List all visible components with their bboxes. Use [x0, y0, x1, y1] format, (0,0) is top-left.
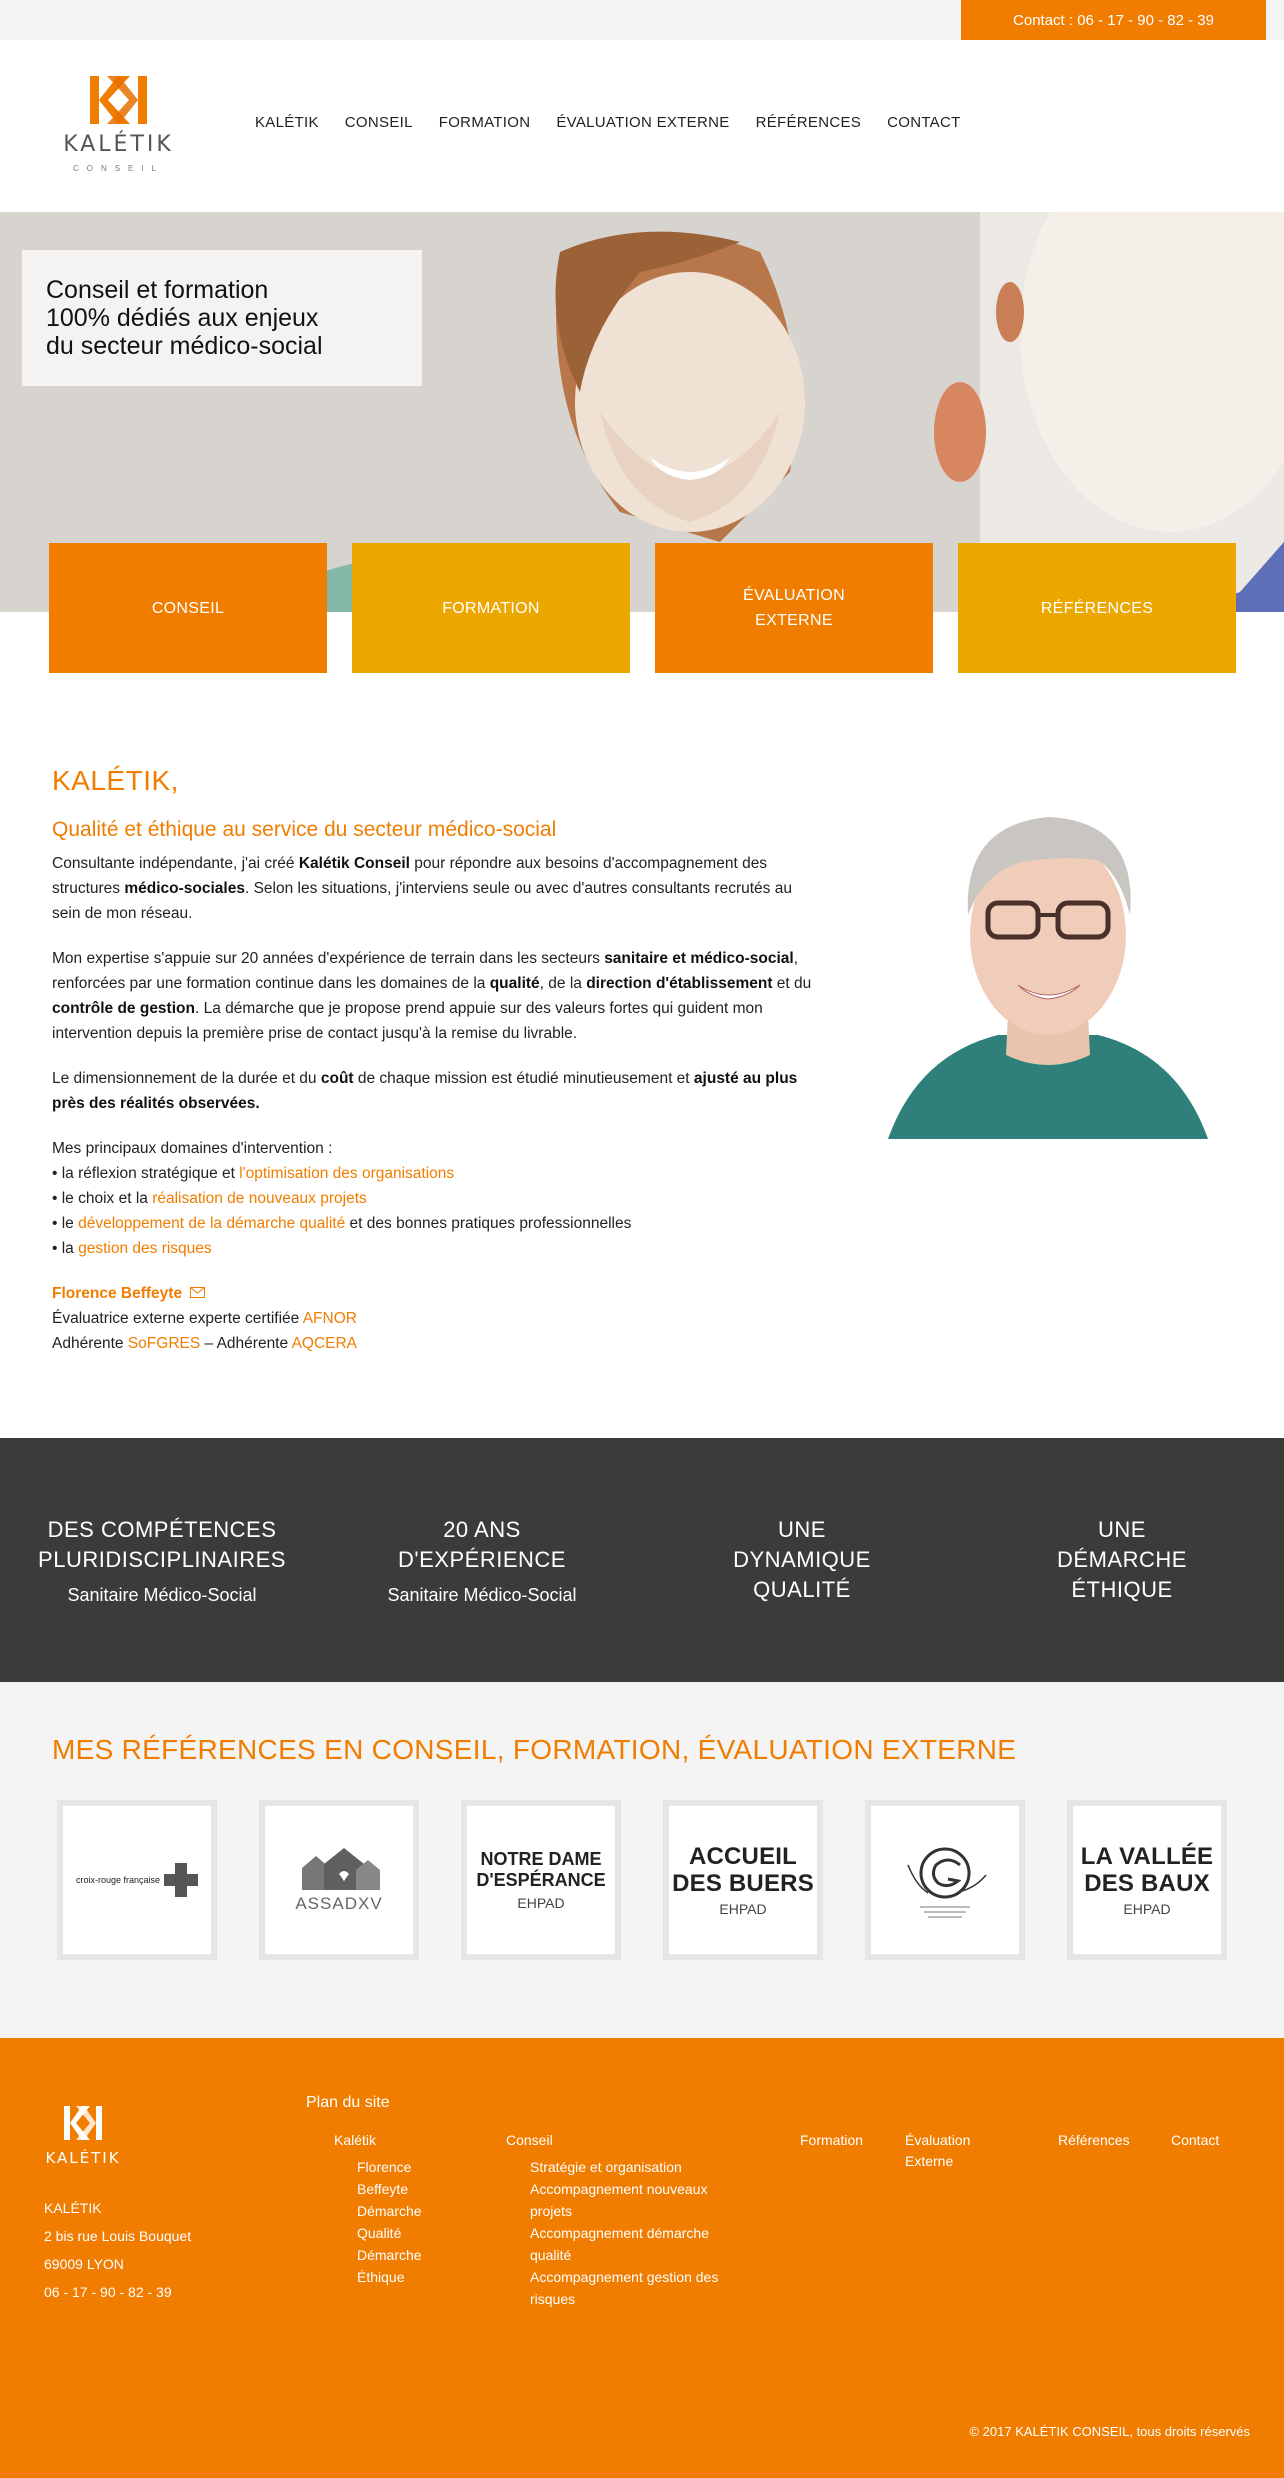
site-header — [0, 40, 1284, 212]
tile-formation[interactable] — [352, 543, 630, 673]
tile-formation-label: FORMATION — [442, 599, 540, 617]
buers-line-2: DES BUERS — [672, 1870, 814, 1897]
footer-logo[interactable] — [44, 2104, 122, 2174]
sitemap-contact[interactable]: Contact — [1171, 2132, 1220, 2148]
link-aqcera[interactable]: AQCERA — [291, 1335, 358, 1353]
nav-evaluation-externe[interactable]: ÉVALUATION EXTERNE — [556, 114, 730, 131]
footer-address — [44, 2194, 191, 2306]
intro-paragraph-2: Mon expertise s'appuie sur 20 années d'expérience de terrain dans les secteurs sanitaire et médico-social, renforcées par une formation continue dans les domaines de la qualité, de la direction d'établissement et du contrôle de gestion. La démarche que je propose prend appuie sur des valeurs fortes qui guident mon intervention depuis la première prise de contact jusqu'à la remise du livrable. — [52, 950, 812, 1042]
hero-line-2: 100% dédiés aux enjeux — [46, 304, 319, 332]
tile-conseil-label: CONSEIL — [151, 599, 225, 617]
tile-conseil[interactable] — [49, 543, 327, 673]
value-3-line-2: DYNAMIQUE — [733, 1547, 871, 1572]
nav-contact[interactable]: CONTACT — [887, 114, 961, 131]
footer-city: 69009 LYON — [44, 2256, 124, 2272]
value-demarche-ethique — [962, 1515, 1282, 1605]
author-block: Florence Beffeyte Évaluatrice externe experte certifiée AFNOR Adhérente SoFGRES – Adhérente AQCERA — [52, 1281, 822, 1356]
intro-subtitle: Qualité et éthique au service du secteur médico-social — [52, 818, 557, 841]
hero-line-1: Conseil et formation — [46, 276, 269, 304]
logo-wordmark: KALÉTIK — [63, 132, 174, 157]
sitemap-strategie[interactable]: Stratégie et organisation — [530, 2159, 682, 2175]
site-logo[interactable] — [56, 70, 181, 180]
author-name-link[interactable]: Florence Beffeyte — [52, 1285, 183, 1302]
value-1-line-1: DES COMPÉTENCES — [47, 1517, 277, 1542]
mail-icon[interactable] — [190, 1281, 205, 1306]
tile-evaluation-line-2: EXTERNE — [755, 612, 833, 629]
tile-references-label: RÉFÉRENCES — [1040, 599, 1154, 617]
footer-phone[interactable]: 06 - 17 - 90 - 82 - 39 — [44, 2284, 172, 2300]
ref-notre-dame-esperance[interactable] — [461, 1800, 621, 1960]
red-cross-icon — [164, 1863, 198, 1897]
references-section — [0, 1682, 1284, 2038]
assad-houses-icon — [294, 1846, 384, 1890]
buers-line-1: ACCUEIL — [688, 1843, 798, 1870]
footer-logo-word: KALÉTIK — [45, 2149, 121, 2167]
value-3-line-1: UNE — [778, 1517, 826, 1542]
assad-label: ASSADXV — [295, 1894, 383, 1913]
value-3-line-3: QUALITÉ — [753, 1577, 851, 1602]
sitemap-title: Plan du site — [306, 2094, 390, 2111]
tile-evaluation-label — [743, 583, 845, 633]
hero-tagline-box — [22, 250, 422, 386]
value-2-line-2: D'EXPÉRIENCE — [398, 1547, 566, 1572]
nav-conseil[interactable]: CONSEIL — [344, 114, 413, 131]
value-2-line-1: 20 ANS — [443, 1517, 521, 1542]
sitemap-conseil-list — [530, 2156, 718, 2310]
nav-formation[interactable]: FORMATION — [438, 114, 531, 131]
sitemap-nouveaux-projets[interactable]: Accompagnement nouveaux projets — [530, 2181, 708, 2219]
intro-paragraph-1: Consultante indépendante, j'ai créé Kalétik Conseil pour répondre aux besoins d'accompagnement des structures médico-sociales. Selon les situations, j'interviens seule ou avec d'autres consultants recrutés au sein de mon réseau. — [52, 855, 792, 922]
sitemap-kaletik[interactable]: Kalétik — [334, 2132, 377, 2148]
domains-title: Mes principaux domaines d'intervention : — [52, 1140, 333, 1157]
portrait-photo — [858, 765, 1232, 1139]
value-experience — [322, 1515, 642, 1606]
intro-title: KALÉTIK, — [52, 765, 179, 796]
link-afnor[interactable]: AFNOR — [302, 1310, 357, 1328]
main-nav — [255, 114, 961, 131]
logo-mark-icon — [56, 70, 181, 130]
sitemap-references[interactable]: Références — [1058, 2132, 1130, 2148]
sitemap-gestion-risques[interactable]: Accompagnement gestion des risques — [530, 2269, 719, 2307]
value-1-sub: Sanitaire Médico-Social — [67, 1585, 257, 1605]
tile-evaluation-externe[interactable] — [655, 543, 933, 673]
value-2-sub: Sanitaire Médico-Social — [387, 1585, 577, 1605]
buers-sub: EHPAD — [719, 1901, 767, 1917]
tile-references[interactable] — [958, 543, 1236, 673]
sitemap-evaluation-externe[interactable]: Évaluation Externe — [905, 2132, 971, 2169]
nav-kaletik[interactable]: KALÉTIK — [255, 114, 319, 131]
value-dynamique-qualite — [642, 1515, 962, 1605]
croix-rouge-label: croix-rouge française — [75, 1875, 161, 1885]
value-4-line-1: UNE — [1098, 1517, 1146, 1542]
ref-vallee-des-baux[interactable] — [1067, 1800, 1227, 1960]
baux-line-1: LA VALLÉE — [1080, 1843, 1214, 1870]
sitemap-demarche-ethique[interactable]: Démarche Éthique — [357, 2247, 422, 2285]
sitemap-formation[interactable]: Formation — [800, 2132, 864, 2148]
site-footer — [0, 2038, 1284, 2478]
ref-croix-rouge[interactable] — [57, 1800, 217, 1960]
top-bar — [0, 0, 1284, 40]
hero-line-3: du secteur médico-social — [46, 332, 323, 360]
ref-assad[interactable] — [259, 1800, 419, 1960]
baux-line-2: DES BAUX — [1084, 1870, 1210, 1897]
baux-sub: EHPAD — [1123, 1901, 1171, 1917]
service-tiles — [49, 543, 1236, 673]
link-gestion-risques[interactable]: gestion des risques — [78, 1240, 212, 1257]
sitemap-florence-beffeyte[interactable]: Florence Beffeyte — [357, 2159, 412, 2197]
footer-company: KALÉTIK — [44, 2200, 102, 2216]
link-sofgres[interactable]: SoFGRES — [127, 1335, 201, 1353]
copyright: © 2017 KALÉTIK CONSEIL, tous droits réservés — [969, 2424, 1250, 2439]
value-1-line-2: PLURIDISCIPLINAIRES — [38, 1547, 286, 1572]
link-optimisation-organisations[interactable]: l'optimisation des organisations — [239, 1165, 455, 1182]
intro-paragraph-3: Le dimensionnement de la durée et du coût de chaque mission est étudié minutieusement et ajusté au plus près des réalités observées. — [52, 1070, 798, 1112]
nav-references[interactable]: RÉFÉRENCES — [755, 114, 862, 131]
sitemap-accompagnement-qualite[interactable]: Accompagnement démarche qualité — [530, 2225, 709, 2263]
ref-grapeme-logo[interactable] — [865, 1800, 1025, 1960]
ref-accueil-des-buers[interactable] — [663, 1800, 823, 1960]
value-competences — [2, 1515, 322, 1606]
notre-dame-line-2: D'ESPÉRANCE — [476, 1870, 606, 1890]
notre-dame-line-1: NOTRE DAME — [480, 1849, 602, 1869]
references-logos — [57, 1800, 1227, 1960]
intro-section — [52, 765, 822, 1356]
contact-phone-button[interactable]: Contact : 06 - 17 - 90 - 82 - 39 — [961, 0, 1266, 40]
sitemap-kaletik-list — [357, 2156, 422, 2288]
sitemap-conseil[interactable]: Conseil — [506, 2132, 553, 2148]
link-nouveaux-projets[interactable]: réalisation de nouveaux projets — [152, 1190, 367, 1207]
intervention-domains: Mes principaux domaines d'intervention : • la réflexion stratégique et l'optimisation des organisations • le choix et la réalisation de nouveaux projets • le développement de la démarche qualité et des bonnes pratiques professionnelles • la gestion des risques — [52, 1140, 632, 1257]
tile-evaluation-line-1: ÉVALUATION — [743, 587, 845, 604]
notre-dame-sub: EHPAD — [517, 1895, 565, 1911]
logo-subtitle: CONSEIL — [72, 164, 165, 173]
value-4-line-3: ÉTHIQUE — [1071, 1577, 1173, 1602]
values-band — [0, 1438, 1284, 1682]
references-title: MES RÉFÉRENCES EN CONSEIL, FORMATION, ÉVALUATION EXTERNE — [52, 1734, 1017, 1765]
sitemap-demarche-qualite[interactable]: Démarche Qualité — [357, 2203, 422, 2241]
link-demarche-qualite[interactable]: développement de la démarche qualité — [78, 1215, 346, 1232]
value-4-line-2: DÉMARCHE — [1057, 1547, 1187, 1572]
handwritten-logo-icon — [890, 1835, 1000, 1925]
footer-street: 2 bis rue Louis Bouquet — [44, 2228, 192, 2244]
footer-logo-mark-icon — [44, 2104, 122, 2144]
